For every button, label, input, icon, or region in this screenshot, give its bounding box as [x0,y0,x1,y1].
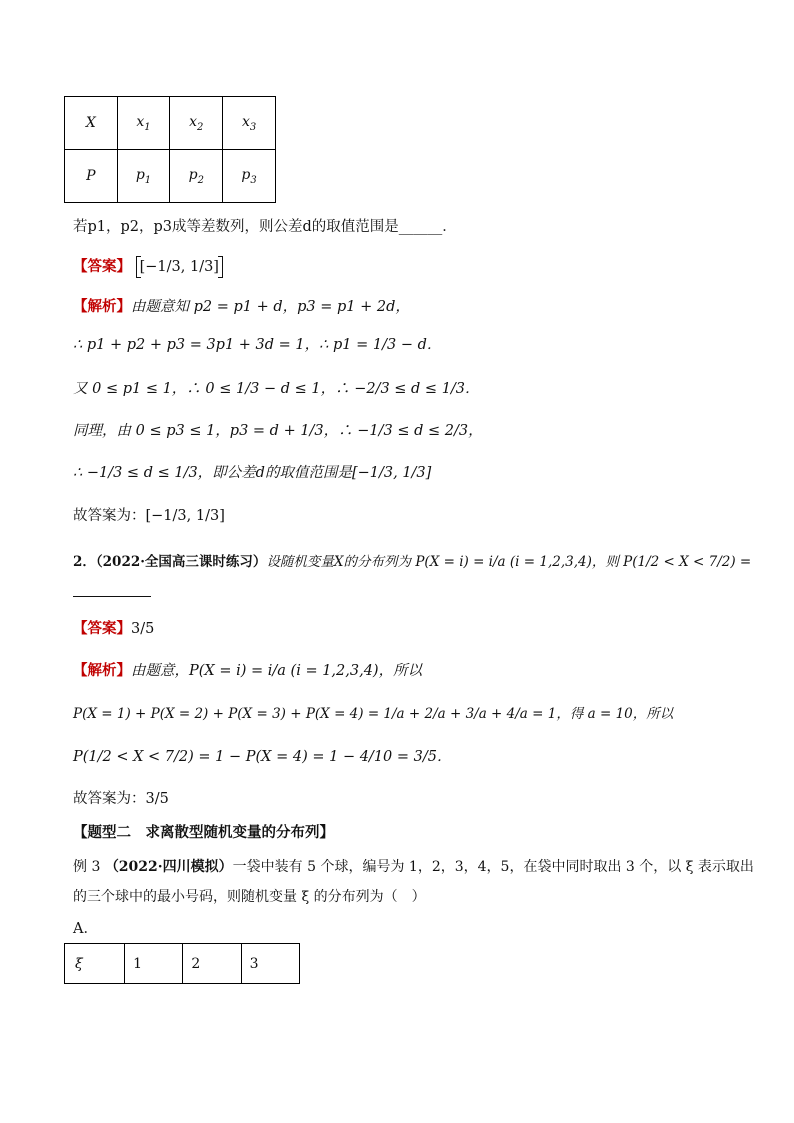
q1-final: 故答案为：[−1/3, 1/3] [73,508,225,524]
q1-analysis-line4: 同理，由 0 ≤ p3 ≤ 1，p3 = d + 1/3，∴ −1/3 ≤ d ≤ 2/3， [73,423,483,439]
q2-source: （2022·全国高三课时练习） [95,554,267,570]
q2-final: 故答案为：3/5 [73,791,169,807]
analysis-text: 由题意知 p2 = p1 + d，p3 = p1 + 2d， [131,299,410,315]
ex3-label: 例 3 [73,859,101,875]
table-cell: $x_2$ [170,97,223,150]
table-cell [65,150,118,203]
q2-analysis-line2: P(X = 1) + P(X = 2) + P(X = 3) + P(X = 4) = 1/a + 2/a + 3/a + 4/a = 1，得 a = 10，所以 [73,706,674,722]
ex3-source: （2022·四川模拟） [104,859,233,875]
distribution-table [64,96,276,203]
q2-blank [73,596,151,597]
cell-text: 3 [249,955,259,972]
table-cell: $p_1$ [117,150,170,203]
table-cell: $x_1$ [117,97,170,150]
xi-table [64,943,300,984]
q2-analysis-line3: P(1/2 < X < 7/2) = 1 − P(X = 4) = 1 − 4/10 = 3/5． [73,749,452,765]
q2-question [73,551,751,573]
section-title: 【题型二 求离散型随机变量的分布列】 [73,824,334,841]
cell-text: ξ [75,955,83,972]
ex3-line2: 的三个球中的最小号码，则随机变量 ξ 的分布列为（ ） [73,889,426,905]
table-cell [65,97,118,150]
table-cell: $p_3$ [223,150,276,203]
table-cell [125,944,183,984]
cell-text: 1 [133,955,142,972]
q1-analysis-line5: ∴ −1/3 ≤ d ≤ 1/3，即公差d的取值范围是[−1/3, 1/3] [73,465,432,481]
q1-question: 若p1，p2，p3成等差数列，则公差d的取值范围是______． [73,219,457,235]
table-cell [183,944,241,984]
table-cell: $x_3$ [223,97,276,150]
cell-text: X [85,115,96,131]
q1-answer-line [73,256,223,278]
answer-label: 【答案】 [73,258,131,275]
q2-number: 2． [73,554,96,570]
q2-text: 设随机变量X的分布列为 P(X = i) = i/a (i = 1,2,3,4)，则 P(1/2 < X < 7/2) = [266,554,752,570]
table-cell: $p_2$ [170,150,223,203]
answer-value: 3/5 [131,621,155,637]
table-cell [241,944,299,984]
analysis-label: 【解析】 [73,662,131,679]
table-cell [65,944,125,984]
analysis-text: 由题意，P(X = i) = i/a (i = 1,2,3,4)，所以 [131,663,423,679]
cell-text: P [86,168,96,184]
q1-analysis-line1 [73,296,410,318]
ex3-text1: 一袋中装有 5 个球，编号为 1，2，3，4，5，在袋中同时取出 3 个，以 ξ 表示取出 [232,859,754,875]
ex3-line1 [73,856,754,878]
q2-analysis-line1 [73,660,422,682]
q1-analysis-line2: ∴ p1 + p2 + p3 = 3p1 + 3d = 1，∴ p1 = 1/3 − d． [73,337,442,353]
answer-label: 【答案】 [73,620,131,637]
cell-text: 2 [191,955,201,972]
analysis-label: 【解析】 [73,298,131,315]
option-a: A． [73,921,98,937]
q1-analysis-line3: 又 0 ≤ p1 ≤ 1，∴ 0 ≤ 1/3 − d ≤ 1，∴ −2/3 ≤ d ≤ 1/3． [73,381,480,397]
q2-answer-line [73,618,154,640]
answer-interval: [−1/3, 1/3] [136,256,223,278]
